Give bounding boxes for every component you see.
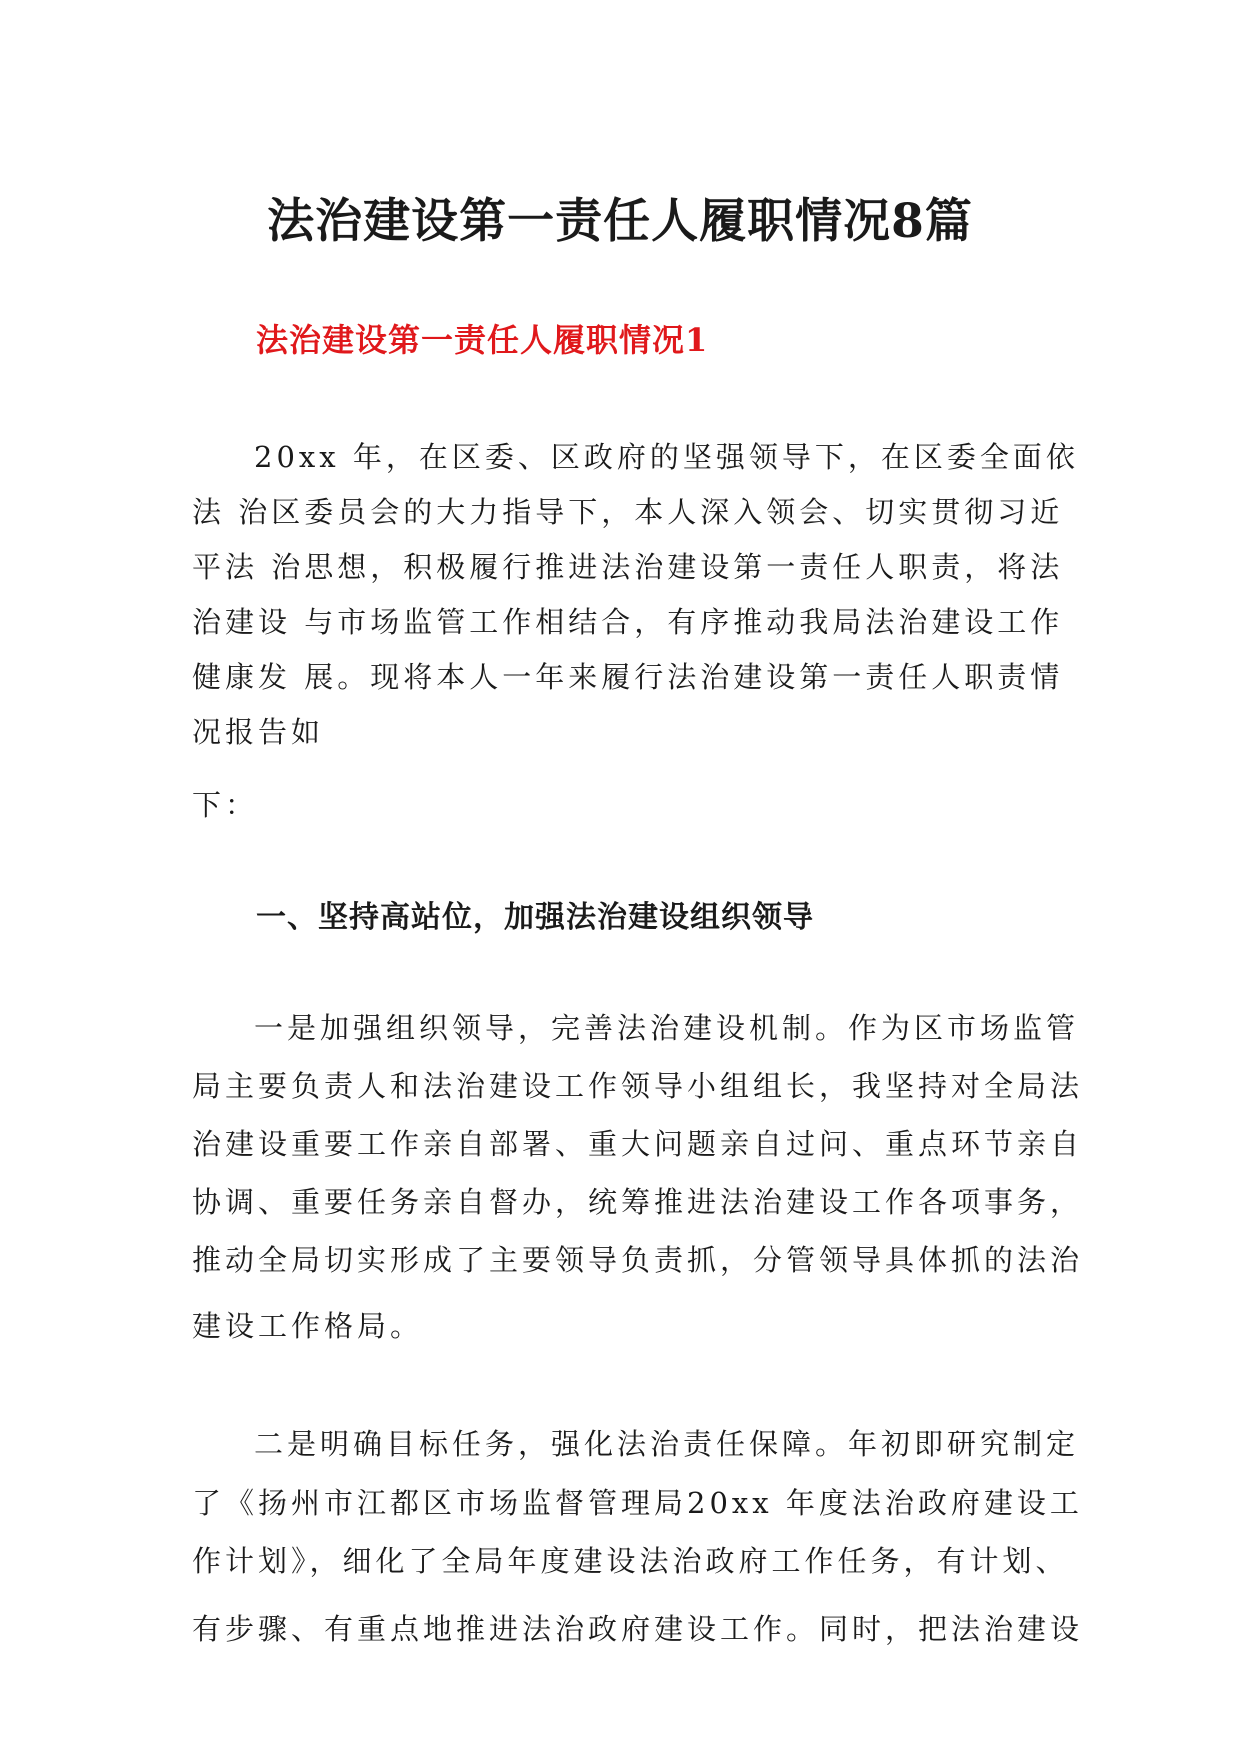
paragraph-line: 法 治区委员会的大力指导下，本人深入领会、切实贯彻习近: [192, 495, 1064, 529]
paragraph-line: 下：: [192, 788, 259, 822]
paragraph-line: 二是明确目标任务，强化法治责任保障。年初即研究制定: [254, 1427, 1080, 1461]
paragraph-line: 建设工作格局。: [192, 1309, 424, 1343]
paragraph-line: 作计划》，细化了全局年度建设法治政府工作任务，有计划、: [192, 1544, 1069, 1578]
paragraph-line: 协调、重要任务亲自督办，统筹推进法治建设工作各项事务，: [192, 1185, 1084, 1219]
paragraph-line: 况报告如: [192, 715, 325, 749]
paragraph-line: 局主要负责人和法治建设工作领导小组组长，我坚持对全局法: [192, 1069, 1084, 1103]
paragraph-line: 有步骤、有重点地推进法治政府建设工作。同时，把法治建设: [192, 1612, 1084, 1646]
paragraph-line: 平法 治思想，积极履行推进法治建设第一责任人职责，将法: [192, 550, 1064, 584]
document-title: 法治建设第一责任人履职情况8篇: [267, 194, 973, 249]
paragraph-line: 一是加强组织领导，完善法治建设机制。作为区市场监管: [254, 1011, 1080, 1045]
paragraph-line: 治建设重要工作亲自部署、重大问题亲自过问、重点环节亲自: [192, 1127, 1084, 1161]
paragraph-line: 治建设 与市场监管工作相结合，有序推动我局法治建设工作: [192, 605, 1064, 639]
paragraph-line: 健康发 展。现将本人一年来履行法治建设第一责任人职责情: [192, 660, 1064, 694]
section-heading: 一、坚持高站位，加强法治建设组织领导: [256, 900, 814, 935]
paragraph-line: 20xx 年，在区委、区政府的坚强领导下，在区委全面依: [254, 440, 1079, 474]
paragraph-line: 了《扬州市江都区市场监督管理局20xx 年度法治政府建设工: [192, 1486, 1083, 1520]
document-subtitle: 法治建设第一责任人履职情况1: [256, 321, 709, 359]
paragraph-line: 推动全局切实形成了主要领导负责抓，分管领导具体抓的法治: [192, 1243, 1084, 1277]
